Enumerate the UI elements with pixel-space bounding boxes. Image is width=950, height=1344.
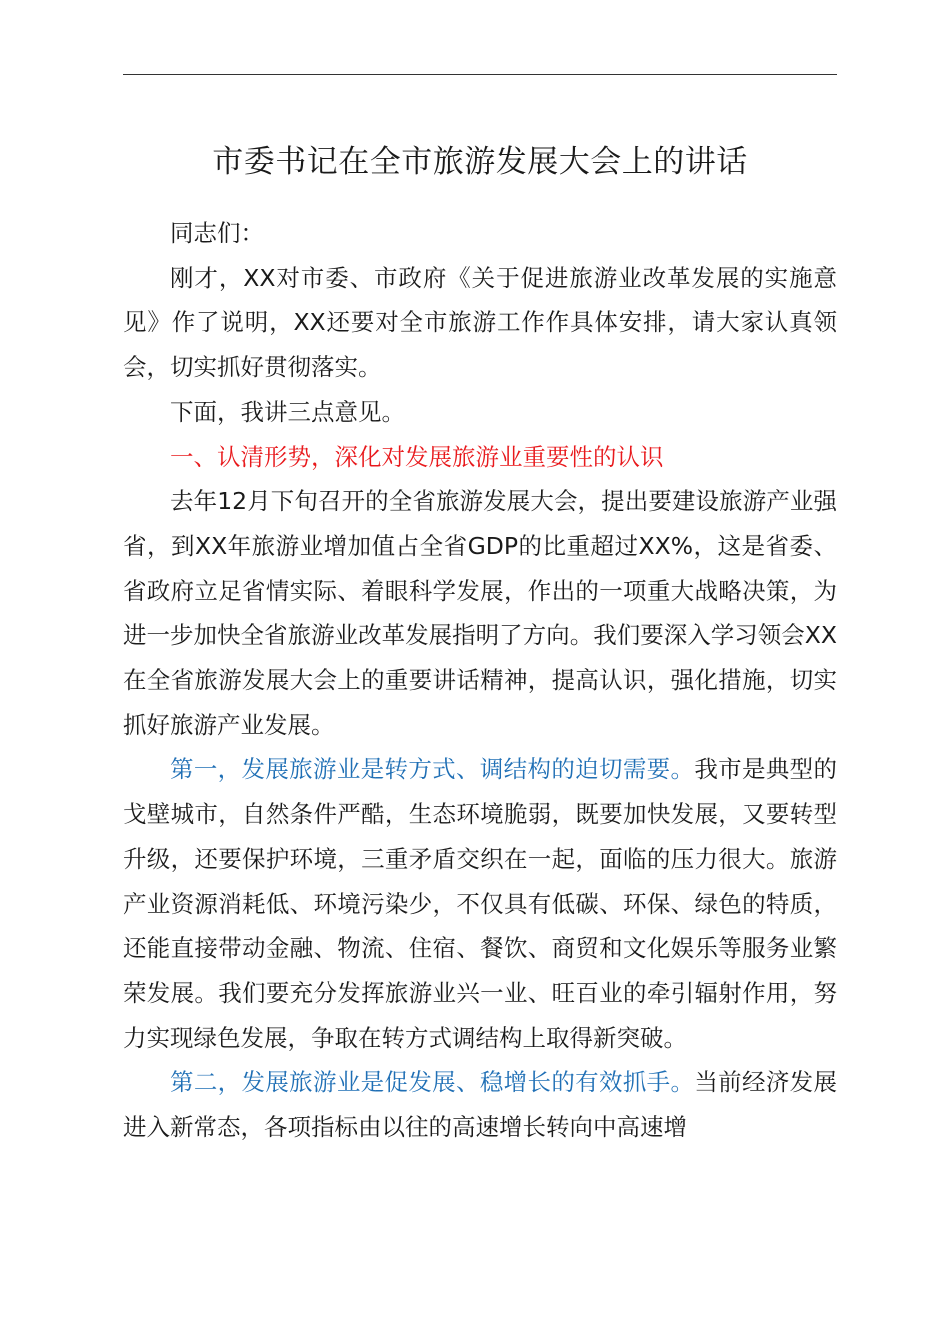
document-title: 市委书记在全市旅游发展大会上的讲话 — [212, 144, 748, 180]
salutation: 同志们： — [170, 219, 264, 247]
paragraph-context: 去年12月下旬召开的全省旅游发展大会，提出要建设旅游产业强省，到XX年旅游业增加值占全省GDP的比重超过XX%，这是省委、省政府立足省情实际、着眼科学发展，作出的一项重大战略决策，为进一步加快全省旅游业改革发展指明了方向。我们要深入学习领会XX在全省旅游发展大会上的重要讲话精神，提高认识，强化措施，切实抓好旅游产业发展。 — [123, 487, 837, 739]
point-2-lead: 第二，发展旅游业是促发展、稳增长的有效抓手。 — [170, 1068, 695, 1097]
paragraph-intro: 刚才，XX对市委、市政府《关于促进旅游业改革发展的实施意见》作了说明，XX还要对全市旅游工作作具体安排，请大家认真领会，切实抓好贯彻落实。 — [123, 263, 837, 382]
section-heading-1: 一、认清形势，深化对发展旅游业重要性的认识 — [170, 442, 664, 471]
point-1-lead: 第一，发展旅游业是转方式、调结构的迫切需要。 — [170, 755, 695, 784]
document-body — [123, 211, 837, 1150]
paragraph-point-1 — [123, 747, 837, 1060]
paragraph-point-2 — [123, 1060, 837, 1149]
header-rule — [123, 74, 837, 75]
point-1-body: 我市是典型的戈壁城市，自然条件严酷，生态环境脆弱，既要加快发展，又要转型升级，还要保护环境，三重矛盾交织在一起，面临的压力很大。旅游产业资源消耗低、环境污染少，不仅具有低碳、环保、绿色的特质，还能直接带动金融、物流、住宿、餐饮、商贸和文化娱乐等服务业繁荣发展。我们要充分发挥旅游业兴一业、旺百业的牵引辐射作用，努力实现绿色发展，争取在转方式调结构上取得新突破。 — [123, 755, 838, 1052]
point-2-body: 当前经济发展进入新常态，各项指标由以往的高速增长转向中高速增 — [123, 1068, 838, 1142]
paragraph-outline: 下面，我讲三点意见。 — [170, 397, 405, 426]
